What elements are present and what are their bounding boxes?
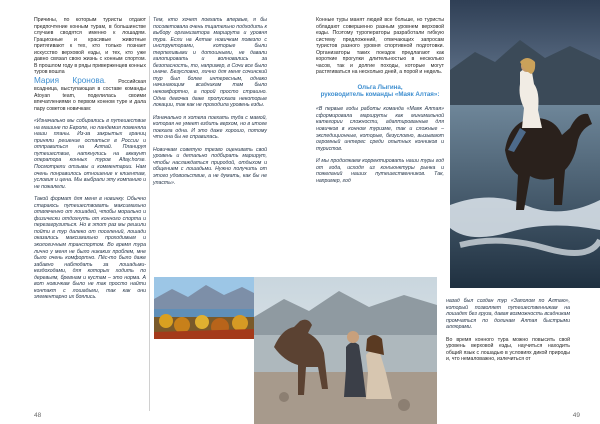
intro-paragraph-2: Конные туры манят людей все больше, но туристы обладают совершенно разным уровнем верховой езды. Поэтому туроператоры разработали гибкую систему предложений, отвечающих запросам туристов разного уровня спортивной подготовки. Организаторы таких поездок предлагают как короткие прогулки длительностью в несколько часов, так и долгие походы, которые могут растягиваться на несколько дней, а порой и недель. [316, 17, 444, 76]
column-1 [34, 17, 146, 301]
continuation-paragraph: назад был создан тур «Заполом по Алтаю», который позволяет путешественникам на лошадях без груза, давая возможность всадникам промчаться по долинам Алтая быстрыми аллюрами. [446, 298, 570, 331]
page-number-left: 48 [34, 412, 42, 419]
page-number-right: 49 [572, 412, 580, 419]
person-intro [34, 76, 146, 112]
quote-paragraph-2: Такой формат для меня в новинку. Обычно стараюсь путешествовать максимально отвлеченно от лошадей, чтобы морально и физически отдохнуть от конного спорта и перезагрузиться. Но в этот раз мы решили пойти в тур далеко от поселений, лошади оказались максимально проходимым и экологичным транспортом. Во время тура лично у меня не было никаких проблем, мне было очень комфортно. Пёс-то было даже забавно наблюдать за лошадьми-кездоходами, для которых ходить по деревьям, бревнам и кустам – это норма. А вот новичкам было не так просто найти контакт с лошадьми, так как они элементарно их боялись. [34, 196, 146, 301]
column-3 [316, 17, 444, 184]
photo-autumn-landscape [154, 277, 254, 339]
closing-paragraph: Во время конного тура можно повысить свой уровень верховой езды, научиться находить общий язык с лошадью в условиях дикой природы и, что немаловажно, излечиться от [446, 336, 570, 363]
person-name: Мария Кронова [34, 76, 105, 86]
quote-paragraph-1: «Изначально мы собирались в путешествие на машине по Европе, но пандемия поменяла наши планы. Из-за закрытых границ приняли решение остаться в России и отправиться на Алтай. Планируя путешествие, наткнулись на аккаунт оператора конных туров Altay.horse. Посмотрели отзывы и комментарии. Нам очень понравилось отношение к клиентам, условия и цена. Мы выбрали эту компанию и не пожалели. [34, 118, 146, 190]
intro-paragraph: Причины, по которым туристы отдают предпочтение конным турам, в большинстве случаев сводятся именно к лошадям. Грациозные и красивые животные притягивают к тех, кто только познает искусство верховой езды, и тех, кто уже давно связал свою жизнь с конным спортом. В прошлом году в ряды приверженцев конных туров вошла [34, 17, 146, 76]
column-4 [446, 298, 570, 363]
column-separator-1 [149, 16, 150, 411]
author-quote-1: «В первые годы работы команда «Маяк Алтая» сформировала маршруты как минимальной категории сложности, адаптированные для новичков в конном туризме, так и сложные – экспедиционные, которые, безусловно, вызывают огромный интерес среди опытных конников и туристов. [316, 106, 444, 152]
author-role: руководитель команды «Маяк Алтая»: [320, 91, 440, 99]
photo-rider-in-river [450, 0, 600, 288]
person-bio: . Российская всадница, выступающая в составе команды Atoyan team, поделилась своими впечатлениями о первом конном туре и дала пару советов новичкам: [34, 79, 146, 112]
plan-paragraph: Изначально я хотела поехать туда с мамой, которая не умеет ездить верхом, но в итоге поехала одна. И это даже хорошо, потому что она бы не справилась. [153, 114, 267, 141]
column-2 [153, 17, 267, 186]
author-name: Ольга Лыгина, [357, 83, 403, 91]
tips-paragraph: Новичкам советую трезво оценивать свой уровень и детально подбирать маршрут, чтобы наслаждаться природой, отдыхом и общением с лошадьми. Нужно получить от этого удовольствие, а не думать, как бы не упасть». [153, 146, 267, 186]
author-quote-2: И мы продолжаем корректировать наши туры год от года, исходя из конъюнктуры рынка и пожеланий наших путешественников. Так, например, год [316, 158, 444, 184]
advice-paragraph: Тем, кто хочет поехать впервые, я бы посоветовала очень тщательно подходить к выбору организатора маршрута и уровня тура. Если на Алтае новичкам повезло с инструкторами, которые были терпеливыми и дотошными, не давали галопировать и волновались за безопасность, то, например, в Сочи все было иначе. Безусловно, лично для меня сочинский тур был более интересным, однако начинающим всадникам там было некомфортно, а порой просто страшно. Одна девочка даже пропускала некоторые локации, так как не проходила уровень езды. [153, 17, 267, 109]
photo-couple-with-horse [254, 277, 437, 424]
